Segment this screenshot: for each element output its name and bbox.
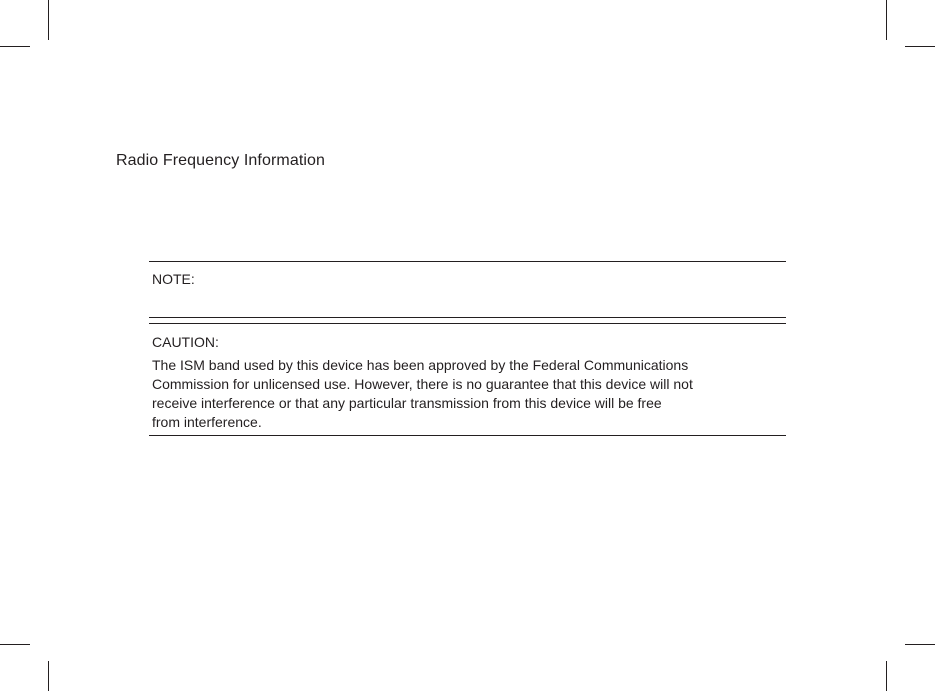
caution-line: The ISM band used by this device has been approved by the Federal Communications [152, 357, 689, 373]
caution-top-rule [149, 323, 786, 324]
note-bottom-rule [149, 317, 786, 318]
caution-line: from interference. [152, 414, 262, 430]
caution-line: receive interference or that any particular transmission from this device will be free [152, 395, 662, 411]
caution-bottom-rule [149, 435, 786, 436]
crop-mark-top-left-vertical [48, 0, 49, 40]
caution-line: Commission for unlicensed use. However, there is no guarantee that this device will not [152, 376, 693, 392]
crop-mark-bottom-left-vertical [48, 661, 49, 691]
crop-mark-bottom-left-horizontal [0, 644, 30, 645]
caution-label: CAUTION: [152, 334, 219, 350]
crop-mark-top-right-vertical [886, 0, 887, 40]
caution-body [152, 356, 786, 432]
section-title: Radio Frequency Information [116, 152, 326, 169]
crop-mark-top-right-horizontal [905, 46, 935, 47]
note-top-rule [149, 261, 786, 262]
crop-mark-bottom-right-vertical [886, 661, 887, 691]
crop-mark-bottom-right-horizontal [905, 644, 935, 645]
crop-mark-top-left-horizontal [0, 46, 30, 47]
note-label: NOTE: [152, 271, 195, 287]
